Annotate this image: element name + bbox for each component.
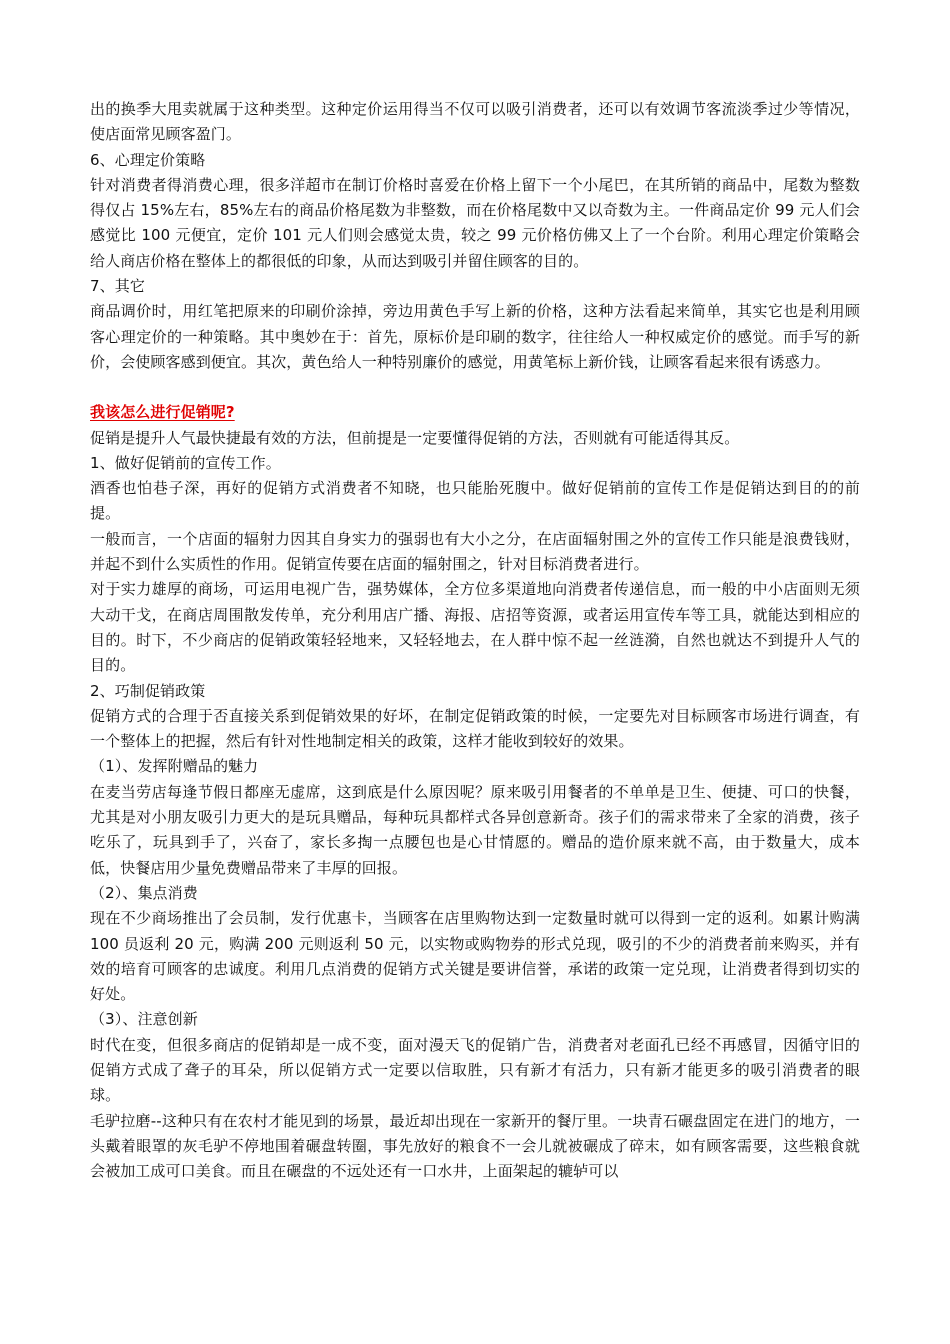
subsection-heading: （3）、注意创新 xyxy=(90,1010,198,1029)
body-paragraph: 现在不少商场推出了会员制，发行优惠卡，当顾客在店里购物达到一定数量时就可以得到一定的返利。如累计购满 100 员返利 20 元，购满 200 元则返利 50 元，以实物或购物券的形式兑现，吸引的不少的消费者前来购买，并有效的培育可顾客的忠诚度。利用几点消费的促销方式关键是要讲信誉，承诺的政策一定兑现，让消费者得到切实的好处。 xyxy=(90,909,860,1004)
promotion-section-title: 我该怎么进行促销呢? xyxy=(90,403,235,422)
body-paragraph: 针对消费者得消费心理，很多洋超市在制订价格时喜爱在价格上留下一个小尾巴，在其所销的商品中，尾数为整数得仅占 15%左右，85%左右的商品价格尾数为非整数，而在价格尾数中又以奇数为主。一件商品定价 99 元人们会感觉比 100 元便宜，定价 101 元人们则会感觉太贵，较之 99 元价格仿佛又上了一个台阶。利用心理定价策略会给人商店价格在整体上的都很低的印象，从而达到吸引并留住顾客的目的。 xyxy=(90,175,860,270)
body-paragraph: 毛驴拉磨--这种只有在农村才能见到的场景，最近却出现在一家新开的餐厅里。一块青石碾盘固定在进门的地方，一头戴着眼罩的灰毛驴不停地围着碾盘转圈，事先放好的粮食不一会儿就被碾成了碎末，如有顾客需要，这些粮食就会被加工成可口美食。而且在碾盘的不远处还有一口水井，上面架起的辘轳可以 xyxy=(90,1111,860,1181)
section-heading: 2、巧制促销政策 xyxy=(90,681,206,700)
body-paragraph: 时代在变，但很多商店的促销却是一成不变，面对漫天飞的促销广告，消费者对老面孔已经不再感冒，因循守旧的促销方式成了聋子的耳朵，所以促销方式一定要以信取胜，只有新才有活力，只有新才能更多的吸引消费者的眼球。 xyxy=(90,1035,860,1105)
section-heading: 6、心理定价策略 xyxy=(90,150,206,169)
body-paragraph: 一般而言，一个店面的辐射力因其自身实力的强弱也有大小之分，在店面辐射围之外的宣传工作只能是浪费钱财，并起不到什么实质性的作用。促销宣传要在店面的辐射围之，针对目标消费者进行。 xyxy=(90,529,860,574)
document-page xyxy=(90,97,860,1184)
body-paragraph: 对于实力雄厚的商场，可运用电视广告，强势媒体，全方位多渠道地向消费者传递信息，而一般的中小店面则无须大动干戈，在商店周围散发传单，充分利用店广播、海报、店招等资源，或者运用宣传车等工具，就能达到相应的目的。时下，不少商店的促销政策轻轻地来，又轻轻地去，在人群中惊不起一丝涟漪，自然也就达不到提升人气的目的。 xyxy=(90,580,860,675)
body-paragraph: 商品调价时，用红笔把原来的印刷价涂掉，旁边用黄色手写上新的价格，这种方法看起来简单，其实它也是利用顾客心理定价的一种策略。其中奥妙在于：首先，原标价是印刷的数字，往往给人一种权威定价的感觉。而手写的新价，会使顾客感到便宜。其次，黄色给人一种特别廉价的感觉，用黄笔标上新价钱，让顾客看起来很有诱惑力。 xyxy=(90,302,860,371)
section-heading: 1、做好促销前的宣传工作。 xyxy=(90,453,281,472)
subsection-heading: （2）、集点消费 xyxy=(90,883,198,902)
body-paragraph: 在麦当劳店每逢节假日都座无虚席，这到底是什么原因呢？原来吸引用餐者的不单单是卫生、便捷、可口的快餐，尤其是对小朋友吸引力更大的是玩具赠品，每种玩具都样式各异创意新奇。孩子们的需求带来了全家的消费，孩子吃乐了，玩具到手了，兴奋了，家长多掏一点腰包也是心甘情愿的。赠品的造价原来就不高，由于数量大，成本低，快餐店用少量免费赠品带来了丰厚的回报。 xyxy=(90,782,860,877)
section-heading: 7、其它 xyxy=(90,277,145,296)
subsection-heading: （1）、发挥附赠品的魅力 xyxy=(90,757,259,776)
body-paragraph: 促销方式的合理于否直接关系到促销效果的好坏，在制定促销政策的时候，一定要先对目标顾客市场进行调查，有一个整体上的把握，然后有针对性地制定相关的政策，这样才能收到较好的效果。 xyxy=(90,706,860,751)
body-paragraph: 促销是提升人气最快捷最有效的方法，但前提是一定要懂得促销的方法，否则就有可能适得其反。 xyxy=(90,428,740,447)
body-paragraph: 出的换季大甩卖就属于这种类型。这种定价运用得当不仅可以吸引消费者，还可以有效调节客流淡季过少等情况，使店面常见顾客盈门。 xyxy=(90,100,860,144)
body-paragraph: 酒香也怕巷子深，再好的促销方式消费者不知晓，也只能胎死腹中。做好促销前的宣传工作是促销达到目的的前提。 xyxy=(90,479,860,523)
